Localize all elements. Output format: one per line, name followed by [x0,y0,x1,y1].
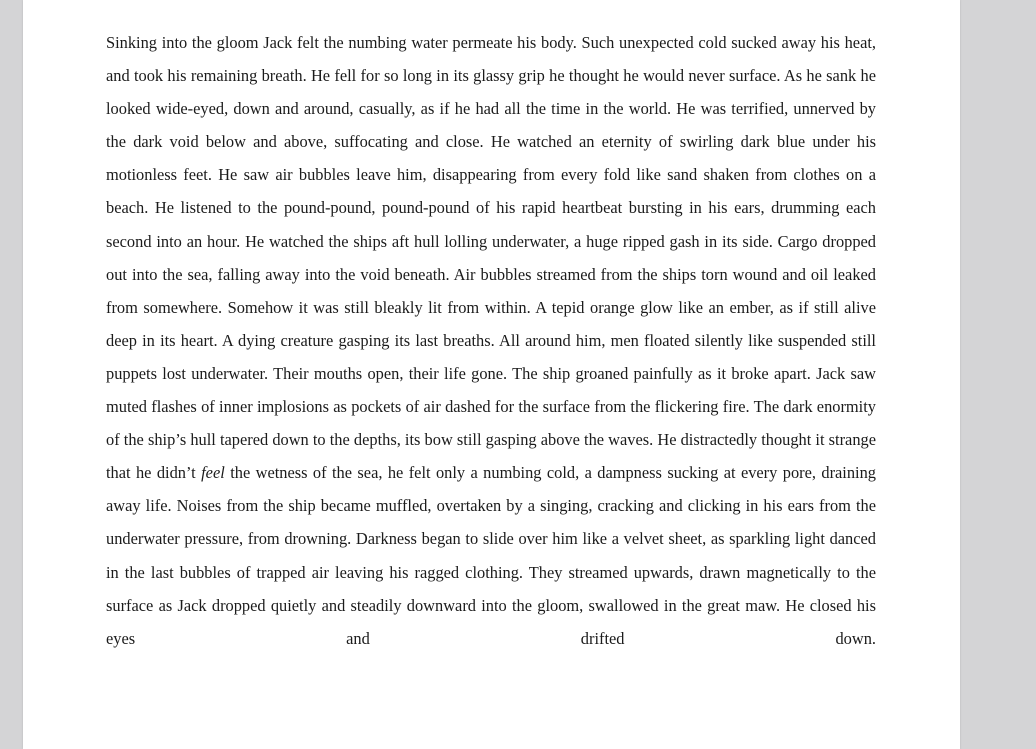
body-paragraph [106,26,876,655]
paragraph-text-start: Sinking into the gloom Jack felt the numbing water permeate his body. Such unexpected cold sucked away his heat, and took his remaining breath. He fell for so long in its glassy grip he thought he would never surface. As he sank he looked wide-eyed, down and around, casually, as if he had all the time in the world. He was terrified, unnerved by the dark void below and above, suffocating and close. He watched an eternity of swirling dark blue under his motionless feet. He saw air bubbles leave him, disappearing from every fold like sand shaken from clothes on a beach. He listened to the pound-pound, pound-pound of his rapid heartbeat bursting in his ears, drumming each second into an hour. He watched the ships aft hull lolling underwater, a huge ripped gash in its side. Cargo dropped out into the sea, falling away into the void beneath. Air bubbles streamed from the ships torn wound and oil leaked from somewhere. Somehow it was still bleakly lit from within. A tepid orange glow like an ember, as if still alive deep in its heart. A dying creature gasping its last breaths. All around him, men floated silently like suspended still puppets lost underwater. Their mouths open, their life gone. The ship groaned painfully as it broke apart. Jack saw muted flashes of inner implosions as pockets of air dashed for the surface from the flickering fire. The dark enormity of the ship’s hull tapered down to the depths, its bow still gasping above the waves. He distractedly thought it strange that he didn’t [106,33,876,483]
paragraph-text-end: the wetness of the sea, he felt only a numbing cold, a dampness sucking at every pore, draining away life. Noises from the ship became muffled, overtaken by a singing, cracking and clicking in his ears from the underwater pressure, from drowning. Darkness began to slide over him like a velvet sheet, as sparkling light danced in the last bubbles of trapped air leaving his ragged clothing. They streamed upwards, drawn magnetically to the surface as Jack dropped quietly and steadily downward into the gloom, swallowed in the great maw. He closed his eyes and drifted down. [106,463,876,648]
document-page [23,0,960,749]
emphasized-word: feel [201,463,225,483]
